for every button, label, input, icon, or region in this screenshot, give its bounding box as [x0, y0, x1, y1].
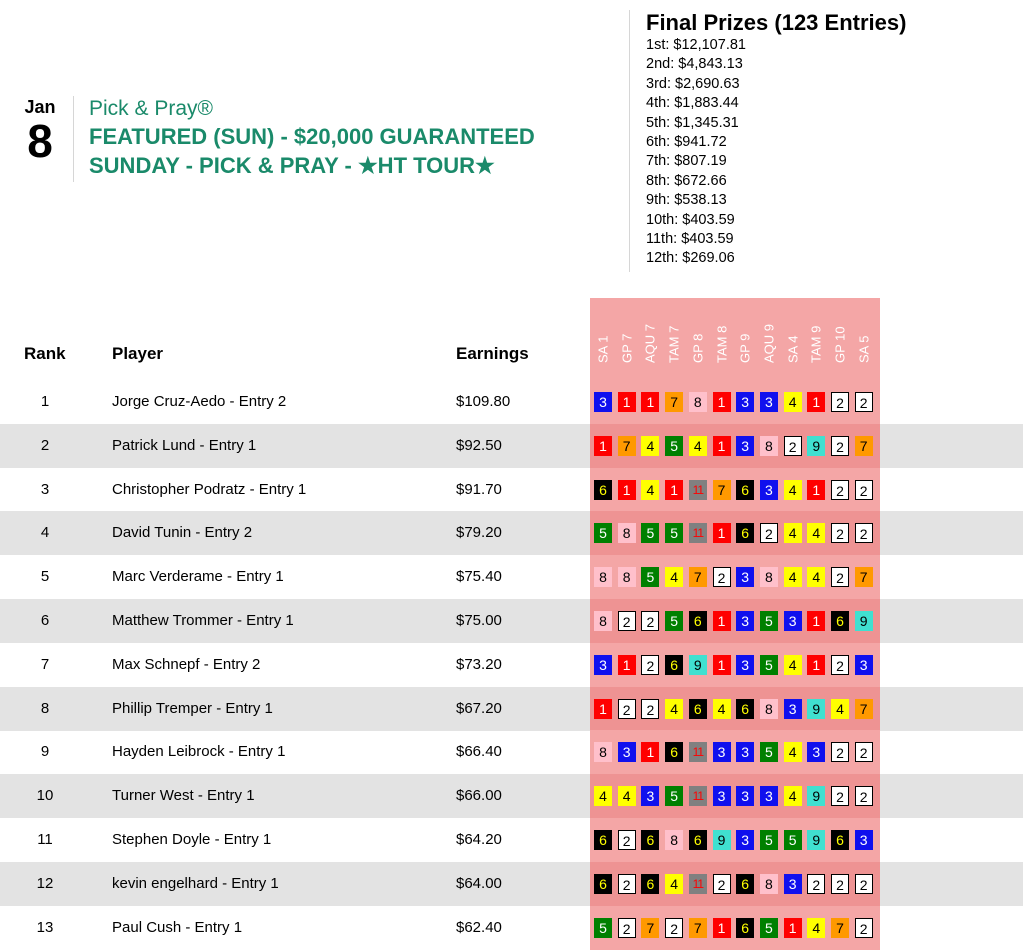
pick-saddlecloth: 5 [594, 918, 612, 938]
race-header-label: SA 4 [785, 335, 801, 363]
player-name: Phillip Tremper - Entry 1 [112, 699, 273, 717]
pick-saddlecloth: 4 [784, 480, 802, 500]
pick-saddlecloth: 3 [736, 392, 754, 412]
pick-saddlecloth: 3 [736, 436, 754, 456]
event-day: 8 [27, 115, 53, 167]
pick-saddlecloth: 1 [713, 436, 731, 456]
pick-saddlecloth: 7 [618, 436, 636, 456]
player-name: Stephen Doyle - Entry 1 [112, 831, 272, 848]
race-header-label: GP 7 [619, 333, 635, 363]
pick-saddlecloth: 1 [807, 480, 825, 500]
pick-saddlecloth: 1 [665, 480, 683, 500]
pick-saddlecloth: 11 [689, 786, 707, 806]
pick-saddlecloth: 2 [855, 392, 873, 412]
race-header [663, 298, 685, 382]
pick-saddlecloth: 7 [689, 567, 707, 587]
pick-saddlecloth: 2 [618, 611, 636, 631]
rank-cell: 7 [40, 655, 50, 673]
table-row [0, 774, 1023, 818]
pick-saddlecloth: 6 [665, 742, 683, 762]
final-prizes [646, 10, 906, 269]
pick-saddlecloth: 4 [594, 786, 612, 806]
prize-line: 3rd: $2,690.63 [646, 75, 740, 92]
pick-saddlecloth: 6 [641, 830, 659, 850]
pick-saddlecloth: 9 [807, 786, 825, 806]
pick-saddlecloth: 5 [594, 523, 612, 543]
pick-saddlecloth: 1 [784, 918, 802, 938]
race-header-label: TAM 7 [666, 325, 682, 363]
table-row [0, 555, 1023, 599]
pick-saddlecloth: 9 [807, 830, 825, 850]
pick-saddlecloth: 2 [831, 742, 849, 762]
pick-saddlecloth: 7 [641, 918, 659, 938]
prizes-divider [629, 10, 630, 272]
pick-saddlecloth: 4 [784, 742, 802, 762]
prize-line: 10th: $403.59 [646, 211, 735, 228]
race-header [782, 298, 804, 382]
pick-saddlecloth: 3 [641, 786, 659, 806]
table-row [0, 730, 1023, 774]
pick-saddlecloth: 2 [713, 567, 731, 587]
prize-line: 11th: $403.59 [646, 231, 734, 248]
earnings-cell: $66.00 [456, 787, 502, 805]
pick-saddlecloth: 11 [689, 874, 707, 894]
rank-cell: 11 [37, 831, 53, 848]
race-header [805, 298, 827, 382]
pick-saddlecloth: 1 [641, 392, 659, 412]
race-header-label: SA 1 [595, 335, 611, 363]
pick-saddlecloth: 4 [713, 699, 731, 719]
race-header [734, 298, 756, 382]
pick-saddlecloth: 5 [641, 567, 659, 587]
pick-saddlecloth: 5 [760, 655, 778, 675]
pick-saddlecloth: 8 [760, 567, 778, 587]
pick-saddlecloth: 2 [855, 786, 873, 806]
pick-saddlecloth: 8 [618, 567, 636, 587]
pick-saddlecloth: 2 [618, 830, 636, 850]
pick-saddlecloth: 1 [807, 655, 825, 675]
race-header-label: GP 9 [737, 333, 753, 363]
table-row [0, 380, 1023, 424]
pick-saddlecloth: 3 [736, 611, 754, 631]
player-column-header: Player [112, 344, 164, 363]
pick-saddlecloth: 7 [855, 699, 873, 719]
rank-cell: 6 [40, 612, 50, 629]
pick-saddlecloth: 3 [736, 567, 754, 587]
pick-saddlecloth: 4 [665, 567, 683, 587]
rank-cell: 8 [40, 699, 50, 717]
pick-saddlecloth: 7 [689, 918, 707, 938]
pick-saddlecloth: 6 [736, 699, 754, 719]
pick-saddlecloth: 1 [594, 436, 612, 456]
pick-saddlecloth: 6 [594, 480, 612, 500]
pick-saddlecloth: 7 [713, 480, 731, 500]
pick-saddlecloth: 2 [831, 523, 849, 543]
pick-saddlecloth: 3 [713, 742, 731, 762]
pick-saddlecloth: 3 [736, 655, 754, 675]
pick-saddlecloth: 2 [760, 523, 778, 543]
pick-saddlecloth: 2 [831, 655, 849, 675]
pick-saddlecloth: 1 [807, 611, 825, 631]
pick-saddlecloth: 4 [641, 480, 659, 500]
pick-saddlecloth: 3 [594, 655, 612, 675]
pick-saddlecloth: 2 [641, 611, 659, 631]
pick-saddlecloth: 1 [594, 699, 612, 719]
pick-saddlecloth: 8 [760, 699, 778, 719]
event-title-line1: FEATURED (SUN) - $20,000 GUARANTEED [89, 124, 535, 149]
player-name: Marc Verderame - Entry 1 [112, 568, 284, 586]
pick-saddlecloth: 2 [831, 874, 849, 894]
brand-name: Pick & Pray® [89, 97, 214, 120]
pick-saddlecloth: 2 [831, 567, 849, 587]
prizes-heading: Final Prizes (123 Entries) [646, 10, 907, 35]
prize-line: 9th: $538.13 [646, 192, 727, 209]
pick-saddlecloth: 2 [641, 699, 659, 719]
pick-saddlecloth: 1 [618, 392, 636, 412]
pick-saddlecloth: 6 [665, 655, 683, 675]
race-header-label: TAM 8 [714, 325, 729, 363]
prize-line: 2nd: $4,843.13 [646, 56, 743, 73]
race-header [758, 298, 780, 382]
player-name: Hayden Leibrock - Entry 1 [112, 743, 286, 761]
pick-saddlecloth: 6 [689, 699, 707, 719]
race-header-label: GP 10 [832, 326, 848, 363]
pick-saddlecloth: 4 [784, 567, 802, 587]
table-row [0, 818, 1023, 862]
pick-saddlecloth: 8 [760, 874, 778, 894]
pick-saddlecloth: 4 [784, 523, 802, 543]
event-date [18, 96, 62, 167]
pick-saddlecloth: 4 [618, 786, 636, 806]
pick-saddlecloth: 4 [807, 567, 825, 587]
rank-cell: 13 [36, 918, 54, 936]
earnings-cell: $91.70 [456, 480, 502, 498]
player-name: Turner West - Entry 1 [112, 787, 255, 805]
race-header-label: TAM 9 [808, 325, 824, 363]
pick-saddlecloth: 8 [594, 611, 612, 631]
pick-saddlecloth: 4 [665, 699, 683, 719]
pick-saddlecloth: 7 [855, 567, 873, 587]
pick-saddlecloth: 8 [594, 742, 612, 762]
pick-saddlecloth: 11 [689, 742, 707, 762]
pick-saddlecloth: 2 [618, 918, 636, 938]
player-name: Matthew Trommer - Entry 1 [112, 612, 294, 629]
rank-cell: 5 [40, 568, 50, 586]
pick-saddlecloth: 8 [665, 830, 683, 850]
pick-saddlecloth: 7 [665, 392, 683, 412]
pick-saddlecloth: 2 [831, 436, 849, 456]
pick-saddlecloth: 3 [618, 742, 636, 762]
pick-saddlecloth: 6 [831, 830, 849, 850]
pick-saddlecloth: 9 [713, 830, 731, 850]
pick-saddlecloth: 7 [831, 918, 849, 938]
race-header [829, 298, 851, 382]
pick-saddlecloth: 3 [736, 742, 754, 762]
prize-line: 1st: $12,107.81 [646, 37, 746, 53]
pick-saddlecloth: 1 [618, 480, 636, 500]
pick-saddlecloth: 5 [760, 742, 778, 762]
pick-saddlecloth: 8 [618, 523, 636, 543]
race-header-label: AQU 9 [761, 323, 777, 363]
table-row [0, 643, 1023, 687]
date-divider [73, 96, 74, 182]
earnings-cell: $92.50 [456, 436, 502, 454]
pick-saddlecloth: 9 [807, 436, 825, 456]
pick-saddlecloth: 2 [618, 699, 636, 719]
pick-saddlecloth: 2 [713, 874, 731, 894]
pick-saddlecloth: 1 [807, 392, 825, 412]
race-header [616, 298, 638, 382]
pick-saddlecloth: 8 [760, 436, 778, 456]
rank-cell: 4 [40, 524, 50, 542]
pick-saddlecloth: 5 [665, 786, 683, 806]
prize-line: 12th: $269.06 [646, 250, 735, 267]
pick-saddlecloth: 2 [807, 874, 825, 894]
rank-cell: 3 [40, 480, 50, 498]
player-name: David Tunin - Entry 2 [112, 524, 253, 542]
pick-saddlecloth: 2 [855, 742, 873, 762]
pick-saddlecloth: 2 [855, 874, 873, 894]
pick-saddlecloth: 2 [831, 480, 849, 500]
prize-line: 8th: $672.66 [646, 172, 727, 189]
pick-saddlecloth: 6 [594, 830, 612, 850]
pick-saddlecloth: 2 [618, 874, 636, 894]
table-row [0, 468, 1023, 512]
earnings-cell: $64.00 [456, 874, 502, 892]
pick-saddlecloth: 2 [855, 480, 873, 500]
race-header-label: SA 5 [856, 335, 872, 363]
pick-saddlecloth: 8 [594, 567, 612, 587]
pick-saddlecloth: 2 [641, 655, 659, 675]
pick-saddlecloth: 4 [784, 655, 802, 675]
pick-saddlecloth: 3 [760, 392, 778, 412]
player-name: Paul Cush - Entry 1 [112, 918, 243, 936]
pick-saddlecloth: 6 [831, 611, 849, 631]
pick-saddlecloth: 8 [689, 392, 707, 412]
pick-saddlecloth: 5 [665, 611, 683, 631]
race-header-label: GP 8 [690, 333, 706, 363]
pick-saddlecloth: 3 [855, 655, 873, 675]
pick-saddlecloth: 6 [736, 523, 754, 543]
table-row [0, 511, 1023, 555]
pick-saddlecloth: 2 [831, 786, 849, 806]
prize-line: 7th: $807.19 [646, 153, 727, 170]
rank-cell: 10 [36, 787, 54, 805]
pick-saddlecloth: 9 [689, 655, 707, 675]
pick-saddlecloth: 1 [618, 655, 636, 675]
pick-saddlecloth: 3 [784, 611, 802, 631]
pick-saddlecloth: 4 [807, 918, 825, 938]
pick-saddlecloth: 4 [784, 786, 802, 806]
table-row [0, 906, 1023, 950]
event-month: Jan [24, 97, 56, 117]
event-titles [89, 96, 535, 180]
table-row [0, 862, 1023, 906]
earnings-cell: $64.20 [456, 831, 502, 848]
pick-saddlecloth: 3 [760, 480, 778, 500]
earnings-cell: $109.80 [456, 393, 511, 410]
pick-saddlecloth: 5 [665, 523, 683, 543]
earnings-column-header: Earnings [456, 344, 529, 363]
race-header [639, 298, 661, 382]
pick-saddlecloth: 3 [736, 786, 754, 806]
pick-saddlecloth: 1 [713, 523, 731, 543]
earnings-cell: $79.20 [456, 524, 502, 542]
pick-saddlecloth: 5 [784, 830, 802, 850]
race-header-label: AQU 7 [642, 323, 658, 363]
pick-saddlecloth: 6 [689, 830, 707, 850]
rank-cell: 12 [36, 874, 54, 892]
prize-line: 4th: $1,883.44 [646, 95, 739, 112]
pick-saddlecloth: 2 [831, 392, 849, 412]
pick-saddlecloth: 3 [736, 830, 754, 850]
earnings-cell: $62.40 [456, 918, 502, 936]
pick-saddlecloth: 3 [855, 830, 873, 850]
pick-saddlecloth: 4 [665, 874, 683, 894]
pick-saddlecloth: 1 [713, 655, 731, 675]
pick-saddlecloth: 5 [665, 436, 683, 456]
pick-saddlecloth: 3 [784, 699, 802, 719]
pick-saddlecloth: 4 [641, 436, 659, 456]
pick-saddlecloth: 9 [855, 611, 873, 631]
pick-saddlecloth: 5 [760, 611, 778, 631]
pick-saddlecloth: 4 [807, 523, 825, 543]
pick-saddlecloth: 11 [689, 523, 707, 543]
pick-saddlecloth: 2 [855, 523, 873, 543]
player-name: Patrick Lund - Entry 1 [112, 436, 257, 454]
table-row [0, 687, 1023, 731]
prize-line: 6th: $941.72 [646, 134, 727, 151]
pick-saddlecloth: 7 [855, 436, 873, 456]
earnings-cell: $66.40 [456, 743, 502, 761]
player-name: kevin engelhard - Entry 1 [112, 874, 279, 892]
earnings-cell: $75.40 [456, 568, 502, 586]
race-header [592, 298, 614, 382]
pick-saddlecloth: 3 [713, 786, 731, 806]
pick-saddlecloth: 6 [736, 874, 754, 894]
pick-saddlecloth: 4 [689, 436, 707, 456]
pick-saddlecloth: 3 [784, 874, 802, 894]
rank-cell: 1 [40, 393, 50, 410]
player-name: Jorge Cruz-Aedo - Entry 2 [112, 393, 287, 410]
pick-saddlecloth: 6 [736, 480, 754, 500]
prize-line: 5th: $1,345.31 [646, 114, 739, 131]
event-title-line2: SUNDAY - PICK & PRAY - ★HT TOUR★ [89, 153, 495, 178]
earnings-cell: $67.20 [456, 699, 502, 717]
pick-saddlecloth: 3 [760, 786, 778, 806]
table-row [0, 599, 1023, 643]
pick-saddlecloth: 11 [689, 480, 707, 500]
pick-saddlecloth: 2 [855, 918, 873, 938]
pick-saddlecloth: 9 [807, 699, 825, 719]
race-header [853, 298, 875, 382]
player-name: Christopher Podratz - Entry 1 [112, 480, 307, 498]
pick-saddlecloth: 6 [736, 918, 754, 938]
earnings-cell: $75.00 [456, 612, 502, 629]
pick-saddlecloth: 3 [594, 392, 612, 412]
race-header [687, 298, 709, 382]
rank-column-header: Rank [24, 344, 66, 363]
pick-saddlecloth: 5 [760, 830, 778, 850]
pick-saddlecloth: 1 [641, 742, 659, 762]
pick-saddlecloth: 6 [594, 874, 612, 894]
pick-saddlecloth: 1 [713, 918, 731, 938]
rank-cell: 9 [40, 743, 50, 761]
pick-saddlecloth: 3 [807, 742, 825, 762]
pick-saddlecloth: 4 [831, 699, 849, 719]
pick-saddlecloth: 6 [641, 874, 659, 894]
rank-cell: 2 [40, 436, 50, 454]
race-header [711, 298, 733, 382]
earnings-cell: $73.20 [456, 655, 502, 673]
pick-saddlecloth: 1 [713, 611, 731, 631]
pick-saddlecloth: 5 [760, 918, 778, 938]
pick-saddlecloth: 4 [784, 392, 802, 412]
table-row [0, 424, 1023, 468]
pick-saddlecloth: 2 [665, 918, 683, 938]
pick-saddlecloth: 6 [689, 611, 707, 631]
pick-saddlecloth: 1 [713, 392, 731, 412]
player-name: Max Schnepf - Entry 2 [112, 655, 261, 673]
pick-saddlecloth: 5 [641, 523, 659, 543]
pick-saddlecloth: 2 [784, 436, 802, 456]
